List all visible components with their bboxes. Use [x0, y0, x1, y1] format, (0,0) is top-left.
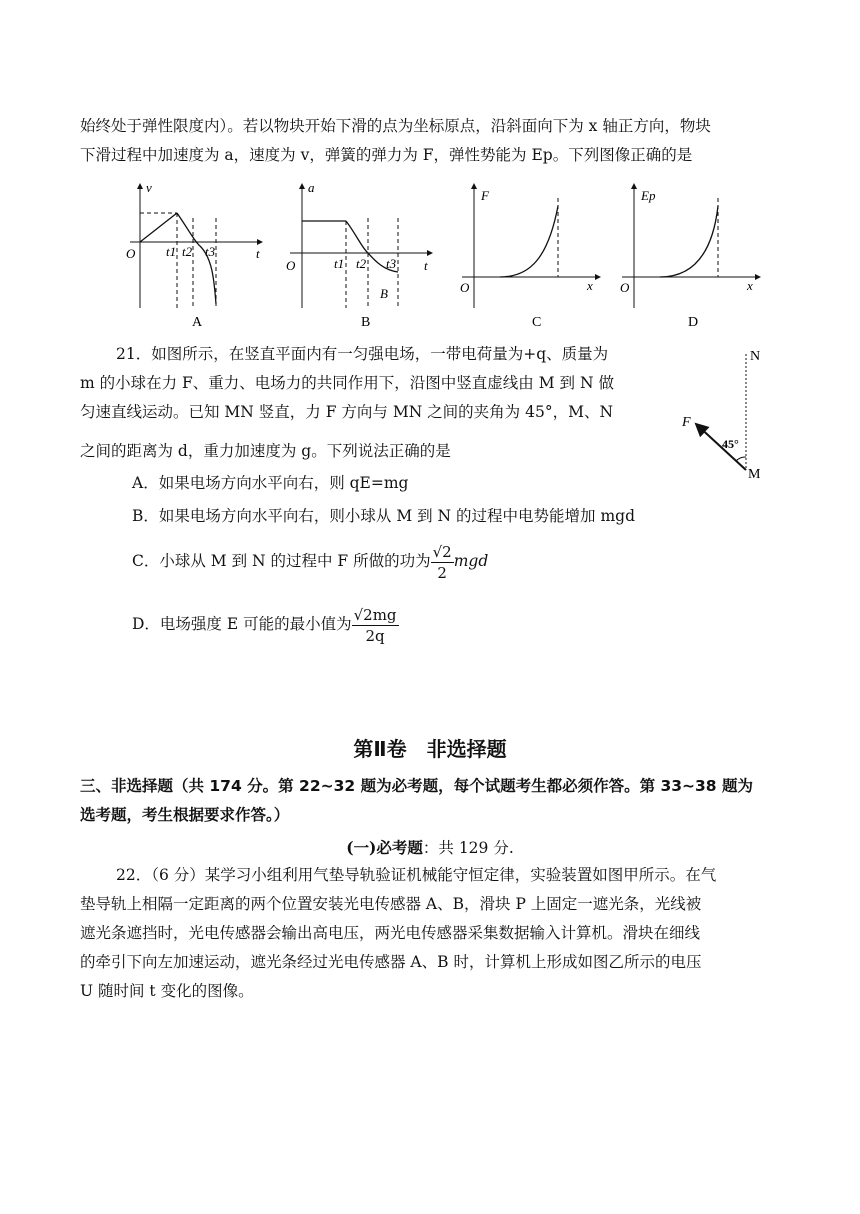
graph-c-origin: O	[460, 280, 470, 295]
required-heading	[0, 836, 860, 858]
q21-option-c-denominator: 2	[437, 563, 447, 582]
graph-b-t3: t3	[386, 256, 397, 271]
intro-line-2: 下滑过程中加速度为 a，速度为 v，弹簧的弹力为 F，弹性势能为 Ep。下列图像正确的是	[80, 146, 693, 164]
graph-a-t1: t1	[166, 244, 177, 259]
section-3-line-1: 三、非选择题（共 174 分。第 22~32 题为必考题，每个试题考生都必须作答。第 33~38 题为	[80, 777, 753, 795]
q21-line-3: 匀速直线运动。已知 MN 竖直，力 F 方向与 MN 之间的夹角为 45°，M、N	[80, 403, 614, 421]
q21-option-d-text: D．电场强度 E 可能的最小值为	[132, 615, 352, 633]
graph-b-xlabel: t	[424, 258, 428, 273]
q22-line-5: U 随时间 t 变化的图像。	[80, 982, 254, 1000]
q21-option-c-numerator: √2	[432, 542, 452, 561]
q21-option-c	[132, 541, 488, 583]
q21-line-4: 之间的距离为 d，重力加速度为 g。下列说法正确的是	[80, 442, 451, 460]
answer-graphs	[0, 178, 860, 334]
graph-a-t3: t3	[205, 244, 216, 259]
graph-b-t1: t1	[334, 256, 345, 271]
q21-figure-m: M	[748, 467, 761, 482]
graph-c-xlabel: x	[587, 278, 593, 293]
q21-line-1: 21．如图所示，在竖直平面内有一匀强电场，一带电荷量为+q、质量为	[116, 345, 609, 363]
q21-figure	[676, 344, 786, 488]
graph-b-point: B	[380, 286, 388, 301]
graph-d-caption: D	[688, 315, 699, 330]
graph-c-caption: C	[532, 315, 542, 330]
graph-a-t2: t2	[182, 244, 193, 259]
graph-a-origin: O	[126, 246, 136, 261]
required-heading-score: ：共 129 分.	[422, 839, 514, 857]
graph-a-ylabel: v	[146, 180, 152, 195]
graph-b-ylabel: a	[308, 180, 315, 195]
q21-figure-n: N	[750, 349, 761, 364]
graph-d-ylabel: Ep	[641, 188, 656, 203]
q22-line-3: 遮光条遮挡时，光电传感器会输出高电压，两光电传感器采集数据输入计算机。滑块在细线	[80, 924, 701, 942]
q21-figure-angle: 45°	[722, 437, 739, 451]
q21-option-d-denominator: 2q	[365, 626, 385, 645]
q21-option-d-numerator: √2mg	[353, 605, 397, 624]
q22-line-4: 的牵引下向左加速运动，遮光条经过光电传感器 A、B 时，计算机上形成如图乙所示的电压	[80, 953, 702, 971]
q21-option-b: B．如果电场方向水平向右，则小球从 M 到 N 的过程中电势能增加 mgd	[132, 507, 636, 525]
graph-a-xlabel: t	[256, 246, 260, 261]
graph-d-origin: O	[620, 280, 630, 295]
graph-b-t2: t2	[356, 256, 367, 271]
q21-option-d	[132, 604, 399, 646]
q21-option-d-fraction	[352, 605, 399, 646]
graph-a	[130, 184, 262, 308]
q22-line-1: 22．（6 分）某学习小组利用气垫导轨验证机械能守恒定律，实验装置如图甲所示。在气	[116, 866, 717, 884]
q21-line-2: m 的小球在力 F、重力、电场力的共同作用下，沿图中竖直虚线由 M 到 N 做	[80, 374, 614, 392]
graph-b-origin: O	[286, 258, 296, 273]
q21-option-c-suffix: mgd	[453, 552, 489, 570]
q21-option-c-text: C．小球从 M 到 N 的过程中 F 所做的功为	[132, 552, 431, 570]
section-3-line-2: 选考题，考生根据要求作答。）	[80, 806, 290, 824]
q21-option-a: A．如果电场方向水平向右，则 qE=mg	[132, 474, 409, 492]
graph-d-xlabel: x	[747, 278, 753, 293]
q21-figure-f: F	[682, 415, 691, 430]
graph-a-caption: A	[192, 315, 203, 330]
part2-title: 第Ⅱ卷 非选择题	[353, 737, 507, 761]
q22-line-2: 垫导轨上相隔一定距离的两个位置安装光电传感器 A、B，滑块 P 上固定一遮光条，光线被	[80, 895, 702, 913]
q21-option-c-fraction	[431, 542, 454, 583]
graph-b-caption: B	[361, 315, 371, 330]
graph-c-ylabel: F	[481, 188, 489, 203]
intro-line-1: 始终处于弹性限度内）。若以物块开始下滑的点为坐标原点，沿斜面向下为 x 轴正方向，物块	[80, 117, 711, 135]
required-heading-label: (一)必考题	[346, 838, 423, 857]
graph-b	[290, 184, 432, 308]
